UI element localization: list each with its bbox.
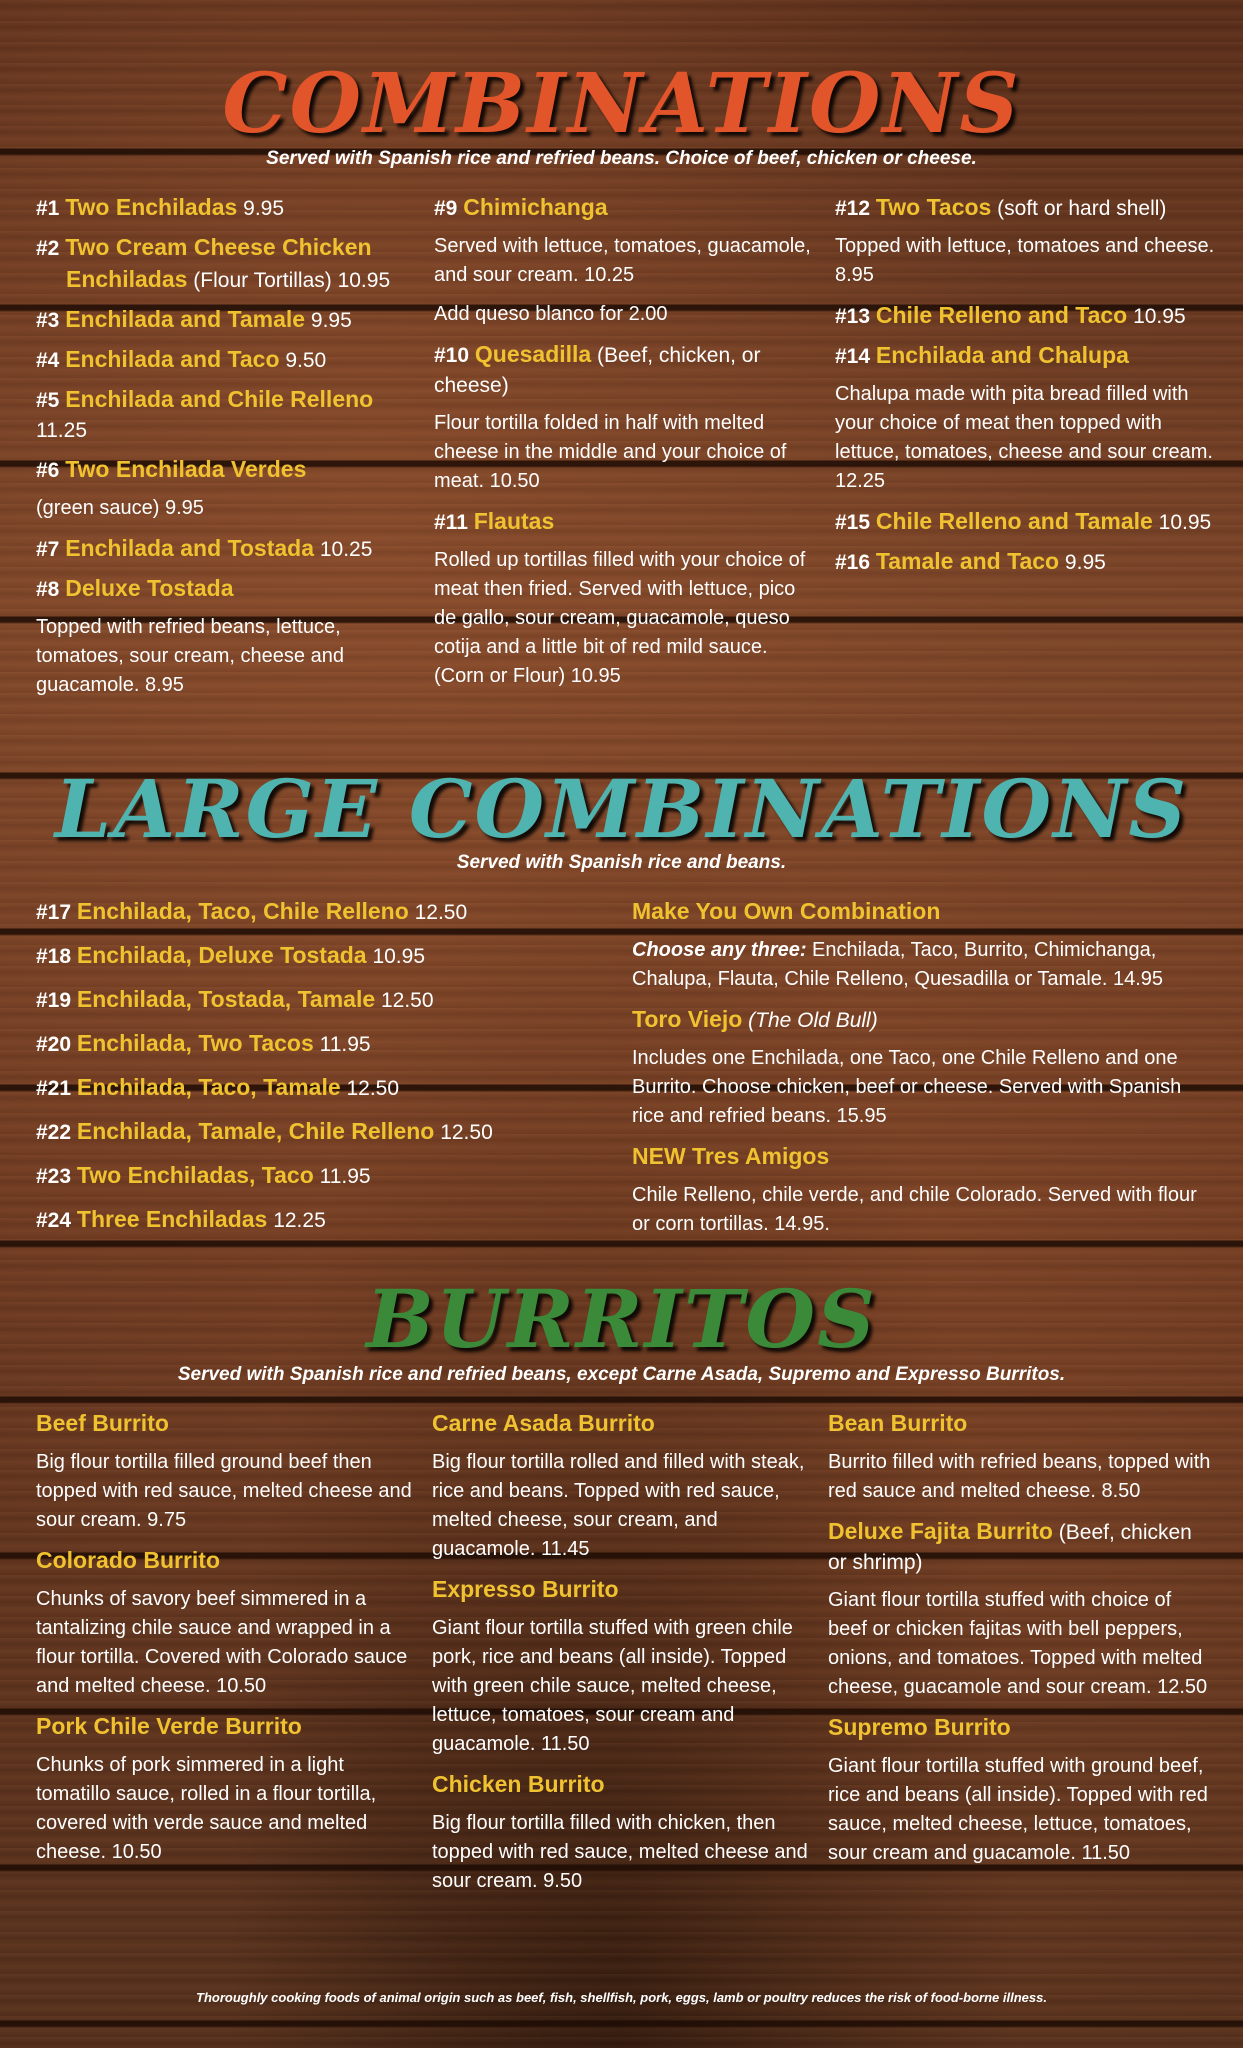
menu-item-15: #15 Chile Relleno and Tamale 10.95 bbox=[835, 508, 1212, 534]
carne-asada-burrito-desc: Big flour tortilla rolled and filled with steak, rice and beans. Topped with red sauce, melted cheese, sour cream, and guacamole. 11.45 bbox=[432, 1451, 805, 1560]
combinations-column-1 bbox=[36, 192, 416, 710]
menu-item-1: #1 Two Enchiladas 9.95 bbox=[36, 194, 285, 220]
combinations-title: COMBINATIONS bbox=[222, 56, 1021, 152]
deluxe-fajita-burrito-desc: Giant flour tortilla stuffed with choice of beef or chicken fajitas with bell peppers, onions, and tomatoes. Topped with melted cheese, guacamole and sour cream. 12.50 bbox=[828, 1589, 1208, 1698]
beef-burrito-desc: Big flour tortilla filled ground beef then topped with red sauce, melted cheese and sour cream. 9.75 bbox=[36, 1451, 412, 1531]
burritos-column-2 bbox=[432, 1408, 817, 1906]
menu-item-7: #7 Enchilada and Tostada 10.25 bbox=[36, 535, 373, 561]
bean-burrito: Bean Burrito bbox=[828, 1410, 968, 1436]
menu-item-3: #3 Enchilada and Tamale 9.95 bbox=[36, 306, 352, 332]
deluxe-fajita-burrito: Deluxe Fajita Burrito (Beef, chicken or shrimp) bbox=[828, 1518, 1192, 1574]
expresso-burrito: Expresso Burrito bbox=[432, 1576, 619, 1602]
menu-item-22: #22 Enchilada, Tamale, Chile Relleno 12.50 bbox=[36, 1118, 493, 1144]
expresso-burrito-desc: Giant flour tortilla stuffed with green chile pork, rice and beans (all inside). Topped with green chile sauce, melted cheese, lettuce, tomatoes, sour cream and guacamole. 11.50 bbox=[432, 1617, 793, 1755]
large-combinations-column-1 bbox=[36, 896, 616, 1248]
menu-item-6: #6 Two Enchilada Verdes bbox=[36, 456, 307, 482]
menu-item-12-desc: Topped with lettuce, tomatoes and cheese. 8.95 bbox=[835, 235, 1215, 286]
menu-item-9-desc: Served with lettuce, tomatoes, guacamole, and sour cream. 10.25 bbox=[434, 235, 811, 286]
large-combinations-title: LARGE COMBINATIONS bbox=[54, 762, 1189, 856]
carne-asada-burrito: Carne Asada Burrito bbox=[432, 1410, 655, 1436]
chicken-burrito-desc: Big flour tortilla filled with chicken, then topped with red sauce, melted cheese and sour cream. 9.50 bbox=[432, 1812, 808, 1892]
colorado-burrito-desc: Chunks of savory beef simmered in a tantalizing chile sauce and wrapped in a flour tortilla. Covered with Colorado sauce and melted cheese. 10.50 bbox=[36, 1588, 408, 1697]
toro-viejo: Toro Viejo (The Old Bull) bbox=[632, 1006, 878, 1032]
food-safety-disclaimer: Thoroughly cooking foods of animal origin such as beef, fish, shellfish, pork, eggs, lamb or poultry reduces the risk of food-borne illness. bbox=[196, 1990, 1047, 2005]
large-combinations-column-2 bbox=[632, 896, 1212, 1249]
menu-item-9: #9 Chimichanga bbox=[434, 194, 608, 220]
make-your-own-combination: Make You Own Combination bbox=[632, 898, 941, 924]
menu-item-8: #8 Deluxe Tostada bbox=[36, 575, 234, 601]
menu-item-14-desc: Chalupa made with pita bread filled with your choice of meat then topped with lettuce, tomatoes, cheese and sour cream. 12.25 bbox=[835, 383, 1213, 492]
menu-item-11: #11 Flautas bbox=[434, 508, 555, 534]
tres-amigos: NEW Tres Amigos bbox=[632, 1143, 830, 1169]
burritos-subtitle: Served with Spanish rice and refried beans, except Carne Asada, Supremo and Expresso Burritos. bbox=[177, 1364, 1066, 1385]
combinations-subtitle: Served with Spanish rice and refried beans. Choice of beef, chicken or cheese. bbox=[266, 148, 977, 169]
menu-item-23: #23 Two Enchiladas, Taco 11.95 bbox=[36, 1162, 371, 1188]
menu-item-4: #4 Enchilada and Taco 9.50 bbox=[36, 346, 327, 372]
make-your-own-desc: Choose any three: Enchilada, Taco, Burrito, Chimichanga, Chalupa, Flauta, Chile Relleno, Quesadilla or Tamale. 14.95 bbox=[632, 939, 1164, 990]
menu-item-2: #2 Two Cream Cheese Chicken Enchiladas (Flour Tortillas) 10.95 bbox=[36, 234, 391, 292]
menu-item-21: #21 Enchilada, Taco, Tamale 12.50 bbox=[36, 1074, 400, 1100]
menu-item-5: #5 Enchilada and Chile Relleno 11.25 bbox=[36, 386, 374, 442]
burritos-title: BURRITOS bbox=[366, 1272, 877, 1366]
pork-chile-verde-burrito: Pork Chile Verde Burrito bbox=[36, 1713, 302, 1739]
menu-item-13: #13 Chile Relleno and Taco 10.95 bbox=[835, 302, 1186, 328]
colorado-burrito: Colorado Burrito bbox=[36, 1547, 220, 1573]
menu-item-11-desc: Rolled up tortillas filled with your choice of meat then fried. Served with lettuce, pico de gallo, sour cream, guacamole, queso cotija and a little bit of red mild sauce. (Corn or Flour) 10.95 bbox=[434, 549, 806, 687]
menu-item-6-desc: (green sauce) 9.95 bbox=[36, 497, 204, 519]
menu-item-17: #17 Enchilada, Taco, Chile Relleno 12.50 bbox=[36, 898, 468, 924]
combinations-column-2 bbox=[434, 192, 814, 701]
menu-item-9-addon: Add queso blanco for 2.00 bbox=[434, 303, 668, 325]
pork-chile-verde-burrito-desc: Chunks of pork simmered in a light tomatillo sauce, rolled in a flour tortilla, covered with verde sauce and melted cheese. 10.50 bbox=[36, 1754, 377, 1863]
menu-item-16: #16 Tamale and Taco 9.95 bbox=[835, 548, 1106, 574]
menu-item-18: #18 Enchilada, Deluxe Tostada 10.95 bbox=[36, 942, 425, 968]
tres-amigos-desc: Chile Relleno, chile verde, and chile Colorado. Served with flour or corn tortillas. 14.95. bbox=[632, 1184, 1197, 1235]
large-combinations-subtitle: Served with Spanish rice and beans. bbox=[456, 852, 787, 873]
combinations-column-3 bbox=[835, 192, 1215, 586]
menu-item-10-desc: Flour tortilla folded in half with melted cheese in the middle and your choice of meat. 10.50 bbox=[434, 412, 787, 492]
menu-item-20: #20 Enchilada, Two Tacos 11.95 bbox=[36, 1030, 371, 1056]
supremo-burrito-desc: Giant flour tortilla stuffed with ground beef, rice and beans (all inside). Topped with red sauce, melted cheese, lettuce, tomatoes, sour cream and guacamole. 11.50 bbox=[828, 1755, 1208, 1864]
burritos-column-1 bbox=[36, 1408, 416, 1877]
bean-burrito-desc: Burrito filled with refried beans, topped with red sauce and melted cheese. 8.50 bbox=[828, 1451, 1211, 1502]
menu-item-24: #24 Three Enchiladas 12.25 bbox=[36, 1206, 326, 1232]
chicken-burrito: Chicken Burrito bbox=[432, 1771, 605, 1797]
burritos-column-3 bbox=[828, 1408, 1213, 1878]
menu-item-12: #12 Two Tacos (soft or hard shell) bbox=[835, 194, 1167, 220]
menu-item-14: #14 Enchilada and Chalupa bbox=[835, 342, 1129, 368]
supremo-burrito: Supremo Burrito bbox=[828, 1714, 1011, 1740]
toro-viejo-desc: Includes one Enchilada, one Taco, one Chile Relleno and one Burrito. Choose chicken, beef or cheese. Served with Spanish rice and refried beans. 15.95 bbox=[632, 1047, 1182, 1127]
menu-item-8-desc: Topped with refried beans, lettuce, tomatoes, sour cream, cheese and guacamole. 8.95 bbox=[36, 616, 344, 696]
menu-item-19: #19 Enchilada, Tostada, Tamale 12.50 bbox=[36, 986, 434, 1012]
beef-burrito: Beef Burrito bbox=[36, 1410, 169, 1436]
menu-item-10: #10 Quesadilla (Beef, chicken, or cheese) bbox=[434, 341, 761, 397]
